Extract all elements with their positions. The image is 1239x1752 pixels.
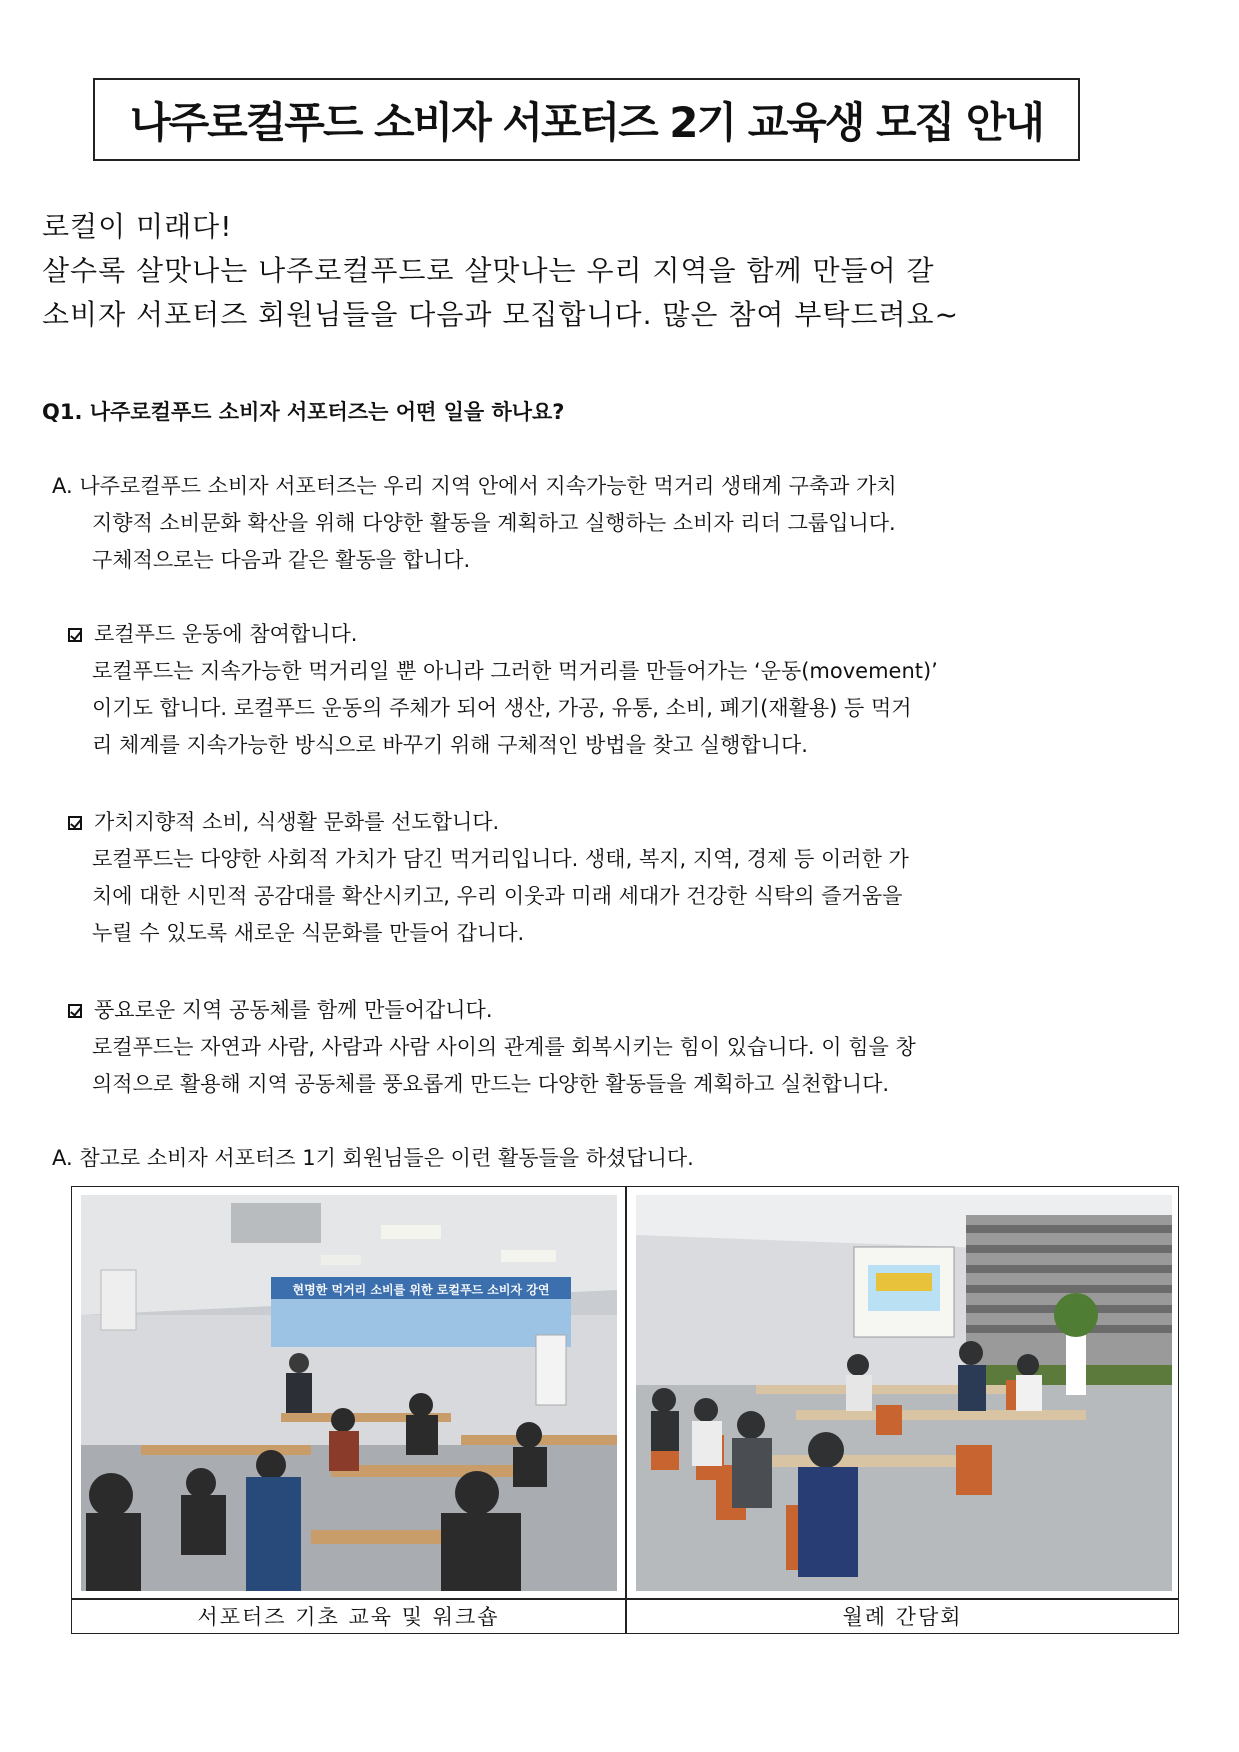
question-heading: Q1. 나주로컬푸드 소비자 서포터즈는 어떤 일을 하나요? — [42, 400, 565, 424]
answer-paragraph — [52, 468, 1162, 579]
page-title: 나주로컬푸드 소비자 서포터즈 2기 교육생 모집 안내 — [130, 97, 1043, 147]
answer-line: A. 나주로컬푸드 소비자 서포터즈는 우리 지역 안에서 지속가능한 먹거리 생태계 구축과 가치 — [52, 474, 897, 498]
lecture-photo — [81, 1195, 617, 1591]
check-line: 로컬푸드는 다양한 사회적 가치가 담긴 먹거리입니다. 생태, 복지, 지역, 경제 등 이러한 가 — [92, 847, 909, 871]
banner-text: 현명한 먹거리 소비를 위한 로컬푸드 소비자 강연 — [292, 1283, 550, 1297]
title-box — [93, 78, 1080, 161]
intro — [42, 205, 1192, 337]
check-line: 이기도 합니다. 로컬푸드 운동의 주체가 되어 생산, 가공, 유통, 소비, 폐기(재활용) 등 먹거 — [92, 696, 912, 720]
checkbox-icon — [68, 1004, 82, 1018]
checkbox-icon — [68, 816, 82, 830]
photo-caption: 월례 간담회 — [842, 1605, 963, 1629]
intro-line: 살수록 살맛나는 나주로컬푸드로 살맛나는 우리 지역을 함께 만들어 갈 — [42, 254, 935, 287]
check-line: 치에 대한 시민적 공감대를 확산시키고, 우리 이웃과 미래 세대가 건강한 식탁의 즐거움을 — [92, 884, 903, 908]
check-line: 누릴 수 있도록 새로운 식문화를 만들어 갑니다. — [92, 921, 525, 945]
check-line: 의적으로 활용해 지역 공동체를 풍요롭게 만드는 다양한 활동들을 계획하고 실천합니다. — [92, 1072, 890, 1096]
answer-line: 지향적 소비문화 확산을 위해 다양한 활동을 계획하고 실행하는 소비자 리더 그룹입니다. — [92, 511, 896, 535]
photo-table — [71, 1186, 1179, 1634]
checkbox-icon — [68, 628, 82, 642]
check-heading: 가치지향적 소비, 식생활 문화를 선도합니다. — [94, 810, 500, 834]
answer-note: A. 참고로 소비자 서포터즈 1기 회원님들은 이런 활동들을 하셨답니다. — [52, 1146, 694, 1170]
check-item — [68, 804, 1168, 952]
check-heading: 로컬푸드 운동에 참여합니다. — [94, 622, 358, 646]
check-line: 리 체계를 지속가능한 방식으로 바꾸기 위해 구체적인 방법을 찾고 실행합니다. — [92, 733, 808, 757]
check-item — [68, 616, 1168, 764]
check-heading: 풍요로운 지역 공동체를 함께 만들어갑니다. — [94, 998, 493, 1022]
intro-line: 로컬이 미래다! — [42, 210, 233, 243]
intro-line: 소비자 서포터즈 회원님들을 다음과 모집합니다. 많은 참여 부탁드려요~ — [42, 298, 960, 331]
check-item — [68, 992, 1168, 1103]
answer-line: 구체적으로는 다음과 같은 활동을 합니다. — [92, 548, 471, 572]
check-line: 로컬푸드는 지속가능한 먹거리일 뿐 아니라 그러한 먹거리를 만들어가는 ‘운동(movement)’ — [92, 659, 938, 683]
photo-caption: 서포터즈 기초 교육 및 워크숍 — [197, 1605, 500, 1629]
meeting-photo — [636, 1195, 1172, 1591]
check-line: 로컬푸드는 자연과 사람, 사람과 사람 사이의 관계를 회복시키는 힘이 있습니다. 이 힘을 창 — [92, 1035, 916, 1059]
